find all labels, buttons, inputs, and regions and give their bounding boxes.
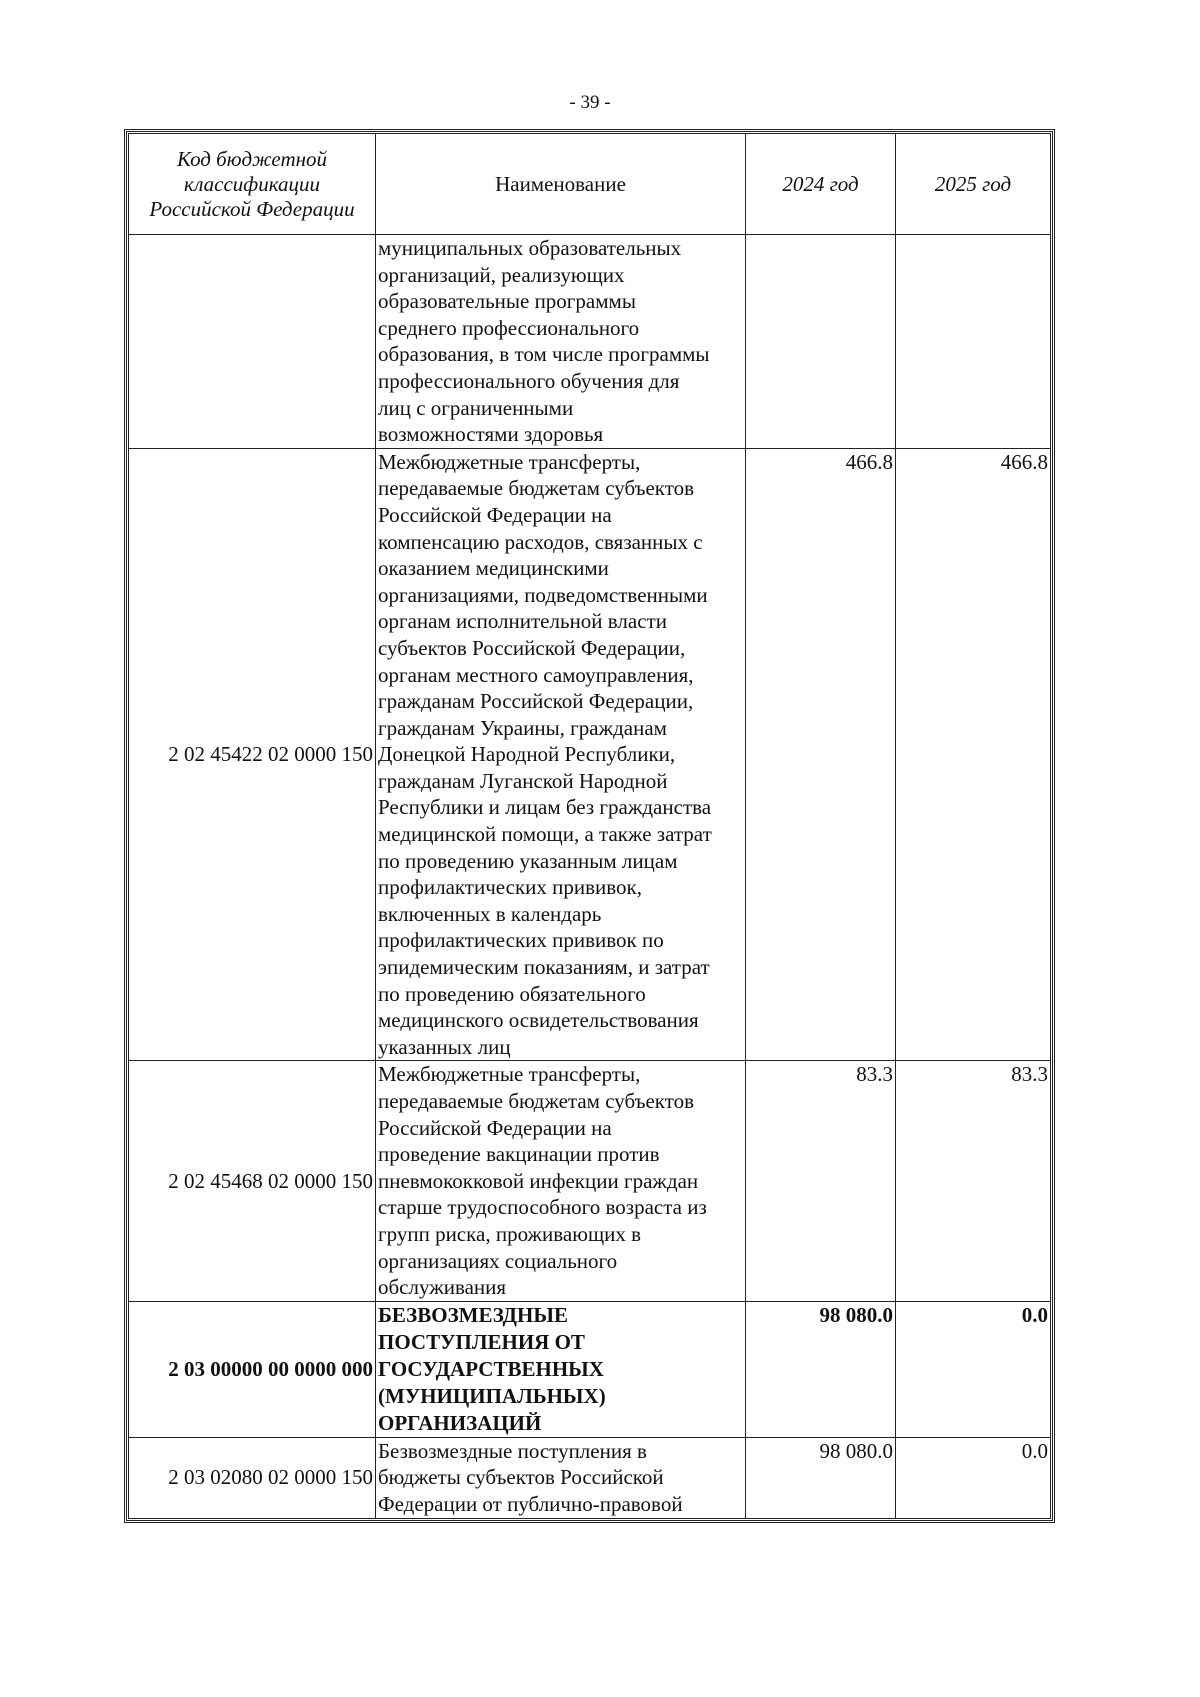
row-name-cell bbox=[376, 1301, 746, 1437]
row-name-cell bbox=[376, 1437, 746, 1518]
table-row bbox=[129, 1301, 1051, 1437]
row-value-2024-cell bbox=[746, 1061, 896, 1301]
row-value-2024-cell bbox=[746, 235, 896, 449]
row-value-2025-cell bbox=[896, 1437, 1051, 1518]
row-code-text: 2 03 02080 02 0000 150 bbox=[168, 1465, 373, 1490]
row-code-text: 2 03 00000 00 0000 000 bbox=[168, 1356, 373, 1381]
page-number: - 39 - bbox=[569, 92, 611, 113]
table-row bbox=[129, 448, 1051, 1061]
row-value-2024-text: 83.3 bbox=[856, 1062, 893, 1087]
row-value-2024-text: 98 080.0 bbox=[819, 1438, 893, 1463]
row-value-2024-cell bbox=[746, 1301, 896, 1437]
row-name-cell bbox=[376, 1061, 746, 1301]
row-name-text: муниципальных образовательных организаций, реализующих образовательные программы среднего профессионального образования, в том числе программы профессионального обучения для лиц с ограниченными возможностями здоровья bbox=[378, 236, 710, 447]
table-row bbox=[129, 1061, 1051, 1301]
row-code-cell bbox=[129, 235, 376, 449]
row-code-text: 2 02 45468 02 0000 150 bbox=[168, 1168, 373, 1193]
row-value-2025-text: 0.0 bbox=[1021, 1302, 1048, 1327]
row-value-2025-text: 466.8 bbox=[1000, 449, 1048, 474]
header-year-2025: 2025 год bbox=[896, 134, 1051, 235]
header-year-2024: 2024 год bbox=[746, 134, 896, 235]
row-value-2025-cell bbox=[896, 448, 1051, 1061]
row-value-2025-text: 83.3 bbox=[1011, 1062, 1048, 1087]
row-value-2025-text: 0.0 bbox=[1021, 1438, 1048, 1463]
row-value-2024-text: 98 080.0 bbox=[819, 1302, 893, 1327]
table-row bbox=[129, 235, 1051, 449]
row-value-2025-cell bbox=[896, 1061, 1051, 1301]
header-name: Наименование bbox=[376, 134, 746, 235]
row-value-2024-cell bbox=[746, 448, 896, 1061]
row-name-text: БЕЗВОЗМЕЗДНЫЕ ПОСТУПЛЕНИЯ ОТ ГОСУДАРСТВЕННЫХ (МУНИЦИПАЛЬНЫХ) ОРГАНИЗАЦИЙ bbox=[378, 1302, 606, 1435]
row-value-2024-text: 466.8 bbox=[845, 449, 893, 474]
row-name-text: Безвозмездные поступления в бюджеты субъектов Российской Федерации от публично-правовой bbox=[378, 1438, 683, 1516]
budget-table bbox=[128, 133, 1051, 1519]
table-row bbox=[129, 1437, 1051, 1518]
row-code-cell bbox=[129, 1437, 376, 1518]
header-code: Код бюджетной классификации Российской Федерации bbox=[129, 134, 376, 235]
row-code-text: 2 02 45422 02 0000 150 bbox=[168, 742, 373, 767]
row-name-text: Межбюджетные трансферты, передаваемые бюджетам субъектов Российской Федерации на компенсацию расходов, связанных с оказанием медицинскими организациями, подведомственными органам исполнительной власти субъектов Российской Федерации, органам местного самоуправления, гражданам Российской Федерации, гражданам Украины, гражданам Донецкой Народной Республики, гражданам Луганской Народной Республики и лицам без гражданства медицинской помощи, а также затрат по проведению указанным лицам профилактических прививок, включенных в календарь профилактических прививок по эпидемическим показаниям, и затрат по проведению обязательного медицинского освидетельствования указанных лиц bbox=[378, 449, 712, 1059]
row-value-2025-cell bbox=[896, 1301, 1051, 1437]
row-code-cell bbox=[129, 448, 376, 1061]
row-name-text: Межбюджетные трансферты, передаваемые бюджетам субъектов Российской Федерации на проведение вакцинации против пневмококковой инфекции граждан старше трудоспособного возраста из групп риска, проживающих в организациях социального обслуживания bbox=[378, 1062, 707, 1300]
row-value-2025-cell bbox=[896, 235, 1051, 449]
table-body bbox=[129, 235, 1051, 1519]
row-name-cell bbox=[376, 235, 746, 449]
row-code-cell bbox=[129, 1061, 376, 1301]
row-name-cell bbox=[376, 448, 746, 1061]
table-header bbox=[129, 134, 1051, 235]
row-value-2024-cell bbox=[746, 1437, 896, 1518]
row-code-cell bbox=[129, 1301, 376, 1437]
